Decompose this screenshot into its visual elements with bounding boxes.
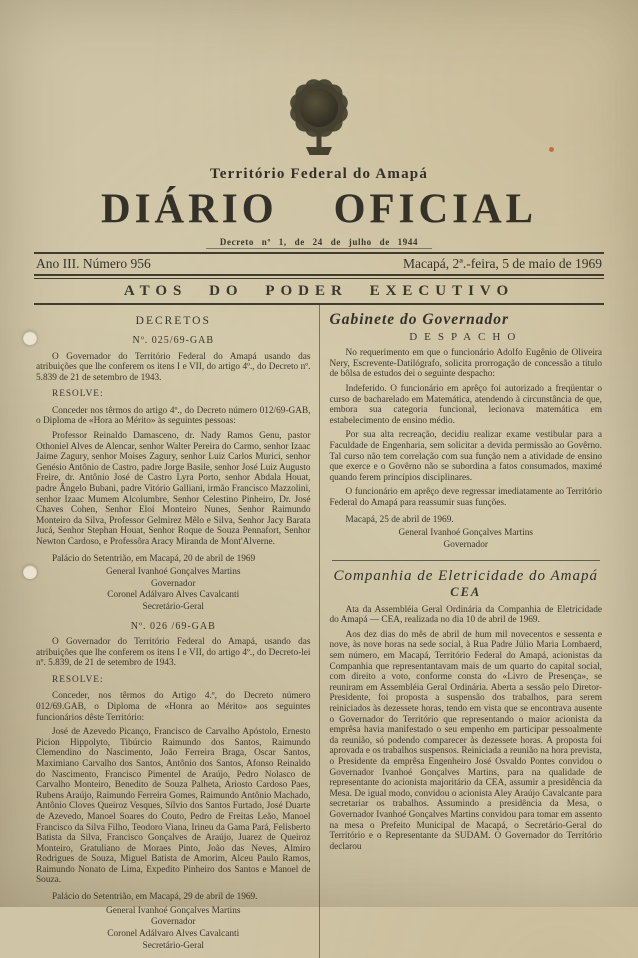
gazette-title-word1: DIÁRIO [100, 184, 278, 232]
column-divider [319, 305, 320, 958]
signature-name: General Ivanhoé Gonçalves Martins [106, 905, 241, 916]
decree1-names: Professor Reinaldo Damasceno, dr. Nady Ramos Genu, pastor Othoniel Alves de Alencar, senhor Walter Pereira do Carmo, senhor Izaac Jaime Zagury, senhor Moises Zagury, senhor Luiz Carlos Murici, senhor Genésio Antônio de Castro, padre Jorge Basile, senhor José Luiz Augusto Freire, dr. Antônio José de Castro Lyra Porto, senhor Abdala Houat, padre Ângelo Bubani, padre Vitório Galliani, irmão Francisco Mazzolini, senhor Izaac Mumem Alcolumbre, Senhor Celestino Pinheiro, Dr. José Chaves Cohen, Senhor Eloí Monteiro Nunes, Senhor Raimundo Monteiro da Silva, Professor Gelmirez Mêlo e Silva, Senhor Jacy Barata Jucá, Senhor Stephan Houat, Senhor Roque de Souza Pennafort, Senhor Newton Cardoso, e Professôra Aracy Miranda de Mont'Alverne. [36, 431, 311, 547]
punch-hole-bottom [23, 565, 37, 579]
masthead [34, 0, 604, 250]
section-divider-rule [332, 560, 601, 561]
brazil-coat-of-arms-icon [284, 72, 354, 162]
founding-decree-line: Decreto nº 1, de 24 de julho de 1944 [206, 237, 432, 249]
cea-heading: Companhia de Eletricidade do Amapá [333, 568, 599, 585]
punch-hole-top [23, 331, 37, 345]
gazette-title-word2: OFICIAL [333, 184, 538, 232]
decree2-grant: Conceder, nos têrmos do Artigo 4.º, do Decreto número 012/69.GAB, o Diploma de «Honra ao Mérito» aos seguintes funcionários dêste Território: [36, 691, 311, 723]
despacho-date: Macapá, 25 de abril de 1969. [345, 514, 454, 525]
issue-date: Macapá, 2ª.-feira, 5 de maio de 1969 [402, 256, 602, 271]
right-column [320, 305, 605, 958]
cea-subheading: CEA [450, 585, 482, 600]
section-banner: ATOS DO PODER EXECUTIVO [34, 279, 604, 305]
signature-name: General Ivanhoé Gonçalves Martins [398, 528, 533, 539]
issue-number: Ano III. Número 956 [36, 256, 151, 271]
decree2-place-date: Palácio do Setentrião, em Macapá, 29 de abril de 1969. [52, 892, 258, 903]
decree2-intro: O Governador do Território Federal do Amapá, usando das atribuições que lhe conferem os itens I e VII, do artigo 4º., do Decreto-lei nº. 5.839, de 21 de setembro de 1943. [36, 637, 311, 669]
despacho-signature [330, 528, 603, 551]
despacho-heading: DESPACHO [409, 330, 523, 343]
decree2-signatures [36, 906, 311, 952]
decree1-grant: Conceder nos têrmos do artigo 4º., do Decreto número 012/69-GAB, o Diploma de «Hora ao Mérito» às seguintes pessoas: [36, 405, 311, 427]
content-columns [34, 305, 604, 958]
signature-name: Coronel Adálvaro Alves Cavalcanti [107, 590, 240, 601]
left-column [34, 305, 319, 958]
decree2-resolve: RESOLVE: [52, 674, 104, 685]
signature-role: Governador [151, 917, 196, 928]
signature-role: Secretário-Geral [142, 602, 204, 613]
despacho-paragraph: No requerimento em que o funcionário Adolfo Eugênio de Oliveira Nery, Escrevente-Datilógrafo, solicita prorrogação de concessão a título de bôlsa de estudos dei o seguinte despacho: [329, 348, 602, 380]
ink-stain [549, 147, 554, 152]
decree2-names: José de Azevedo Picanço, Francisco de Carvalho Apóstolo, Ernesto Picion Hippolyto, Tibúrcio Raimundo dos Santos, Raimundo Clemendino do Nascimento, João Ferreira Braga, Oscar Santos, Maximiano Carvalho dos Santos, Antônio dos Santos, Afonso Reinaldo do Nascimento, Francisco Pimentel de Araújo, Pedro Nolasco de Carvalho Monteiro, Benedito de Souza Palheta, Ariosto Cardoso Paes, Rubens Araújo, Raimundo Ferreira Gomes, Raimundo Antônio Machado, Antônio Cloves Queiroz Vesques, Sílvio dos Santos Furtado, José Duarte de Azevedo, Manoel Soares do Couto, Pedro de Freitas Leão, Manoel Francisco da Silva Filho, Teodoro Viana, Irineu da Gama Pará, Felisberto Batista da Silva, Francisco Gonçalves de Araújo, Juarez de Queiroz Monteiro, Gratuliano de Moraes Pinto, João das Neves, Almiro Rodrigues de Souza, Miguel Batista de Amorim, Alceu Paulo Ramos, Raimundo Nonato de Lima, Expedito Pinheiro dos Santos e Manoel de Souza. [36, 727, 311, 886]
decree1-intro: O Governador do Território Federal do Amapá usando das atribuições que lhe conferem os itens I e VII, do artigo 4º., do Decreto nº. 5.839 de 21 de setembro de 1943. [36, 351, 311, 383]
despacho-paragraph: Indeferido. O funcionário em aprêço foi autorizado a freqüentar o curso de bacharelado em Matemática, atendendo à circunstância de que, embora sua categoria funcional, lecionava matemática em estabelecimento de ensino médio. [329, 383, 602, 426]
decree1-number: Nº. 025/69-GAB [132, 335, 215, 347]
cea-ata-summary: Ata da Assembléia Geral Ordinária da Companhia de Eletricidade do Amapá — CEA, realizada no dia 10 de abril de 1969. [329, 604, 602, 626]
gazette-title [34, 183, 604, 233]
signature-role: Secretário-Geral [142, 940, 204, 951]
signature-role: Governador [443, 539, 488, 550]
decree1-resolve: RESOLVE: [52, 389, 104, 400]
decree2-number: Nº. 026 /69-GAB [130, 620, 216, 632]
issue-bar [34, 252, 604, 274]
decretos-heading: DECRETOS [135, 315, 211, 327]
cea-ata-body: Aos dez dias do mês de abril de hum mil novecentos e sessenta e nove, às nove horas na sede social, à Rua Padre Júlio Maria Lombaerd, sem número, em Macapá, Território Federal do Amapá, acionistas da Companhia que representantavam mais de um quarto do capital social, com direito a voto, conforme consta do «Livro de Presença», se reuniram em Assembléia Geral Ordinária. Aberta a sessão pelo Diretor-Presidente, foi proposta a suspensão dos trabalhos, para serem reiniciados às dezessete horas, tendo em vista que se encontrava ausente o Governador do Território que representando o maior acionista da emprêsa havia manifestado o seu empenho em participar pessoalmente da reunião, só podendo comparecer às dezessete horas. A proposta foi aprovada e os trabalhos suspensos. Reiniciada a reunião na hora prevista, o Presidente da emprêsa Engenheiro José Osvaldo Pontes convidou o Governador Ivanhoé Gonçalves Martins, para na qualidade de representante do acionista majoritário da CEA, assumir a presidência da Mesa. De igual modo, convidou o acionista Aley Araújo Cavalcante para secretariar os trabalhos. Assumindo a presidência da Mesa, o Governador Ivanhoé Gonçalves Martins convidou para tomar em assento na mesa o Prefeito Municipal de Macapá, o Secretário-Geral do Território e o Representante da SUDAM. O Governador do Território declarou [329, 629, 602, 852]
decree1-place-date: Palácio do Setentrião, em Macapá, 20 de abril de 1969 [52, 553, 256, 564]
decree1-signatures [36, 567, 311, 613]
signature-name: General Ivanhoé Gonçalves Martins [106, 567, 241, 578]
territory-name: Território Federal do Amapá [209, 166, 429, 182]
despacho-paragraph: Por sua alta recreação, decidiu realizar exame vestibular para a Faculdade de Engenharia, sem solicitar a devida permissão ao Govêrno. Tal curso não tem correlação com sua função nem a atividade de ensino que exerce e o Govêrno não se subordina a fatos consumados, maximé quando ferem princípios disciplinares. [329, 430, 602, 483]
signature-name: Coronel Adálvaro Alves Cavalcanti [107, 928, 240, 939]
signature-role: Governador [151, 578, 196, 589]
gabinete-heading: Gabinete do Governador [329, 311, 510, 328]
despacho-paragraph: O funcionário em aprêço deve regressar imediatamente ao Território Federal do Amapá para reassumir suas funções. [329, 487, 602, 508]
